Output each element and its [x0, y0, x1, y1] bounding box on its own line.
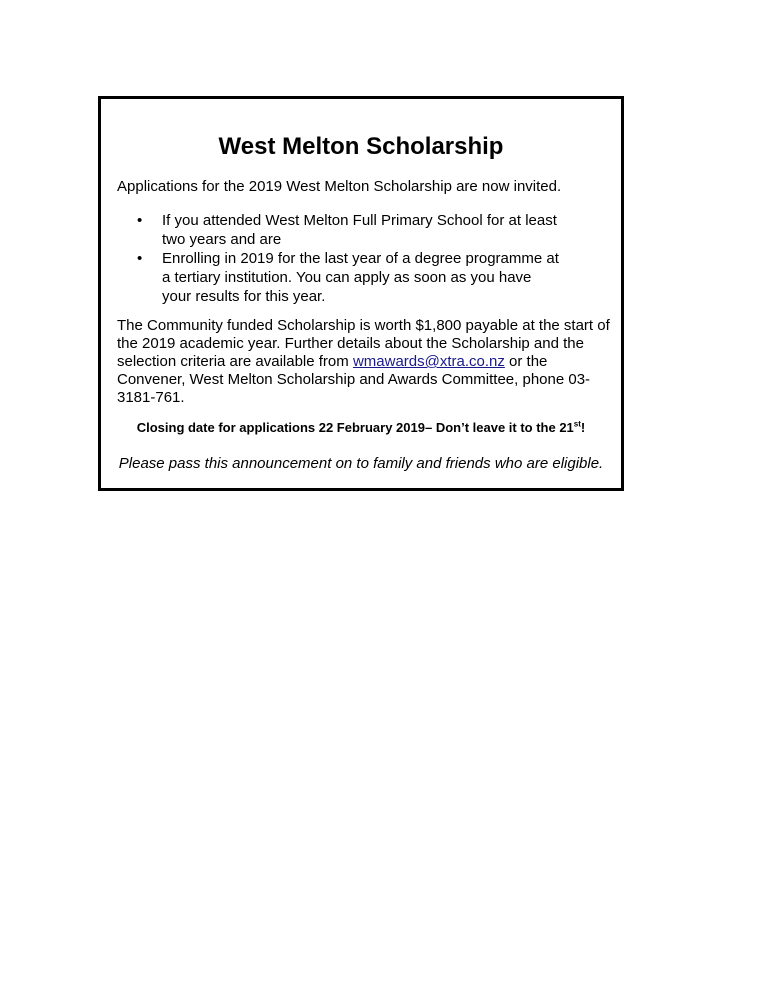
pass-on-note: Please pass this announcement on to family and friends who are eligible. — [118, 455, 604, 472]
list-item-text: If you attended West Melton Full Primary School for at least two years and are — [162, 212, 557, 248]
closing-date-text: Closing date for applications 22 February 2019– Don’t leave it to the 21 — [136, 420, 574, 435]
list-item-text: Enrolling in 2019 for the last year of a degree programme at a tertiary institution. You can apply as soon as you have your results for this year. — [162, 250, 559, 305]
email-link[interactable]: wmawards@xtra.co.nz — [352, 353, 505, 370]
details-text-after: or the Convener, West Melton Scholarship and Awards Committee, phone 03-3181-761. — [117, 353, 591, 406]
list-item — [101, 211, 562, 249]
list-item — [101, 249, 562, 306]
bullet-icon: • — [137, 212, 143, 229]
notice-title: West Melton Scholarship — [218, 133, 504, 160]
closing-date-superscript: st — [573, 419, 581, 429]
scholarship-notice-box — [98, 96, 624, 491]
details-text-before: The Community funded Scholarship is worth $1,800 payable at the start of the 2019 academic year. Further details about the Scholarship and the selection criteria are available from — [117, 317, 610, 370]
closing-date — [101, 419, 621, 437]
details-paragraph — [117, 317, 617, 407]
eligibility-list — [101, 211, 562, 306]
closing-date-end: ! — [580, 420, 586, 435]
bullet-icon: • — [137, 250, 143, 267]
intro-text: Applications for the 2019 West Melton Scholarship are now invited. — [117, 178, 562, 195]
